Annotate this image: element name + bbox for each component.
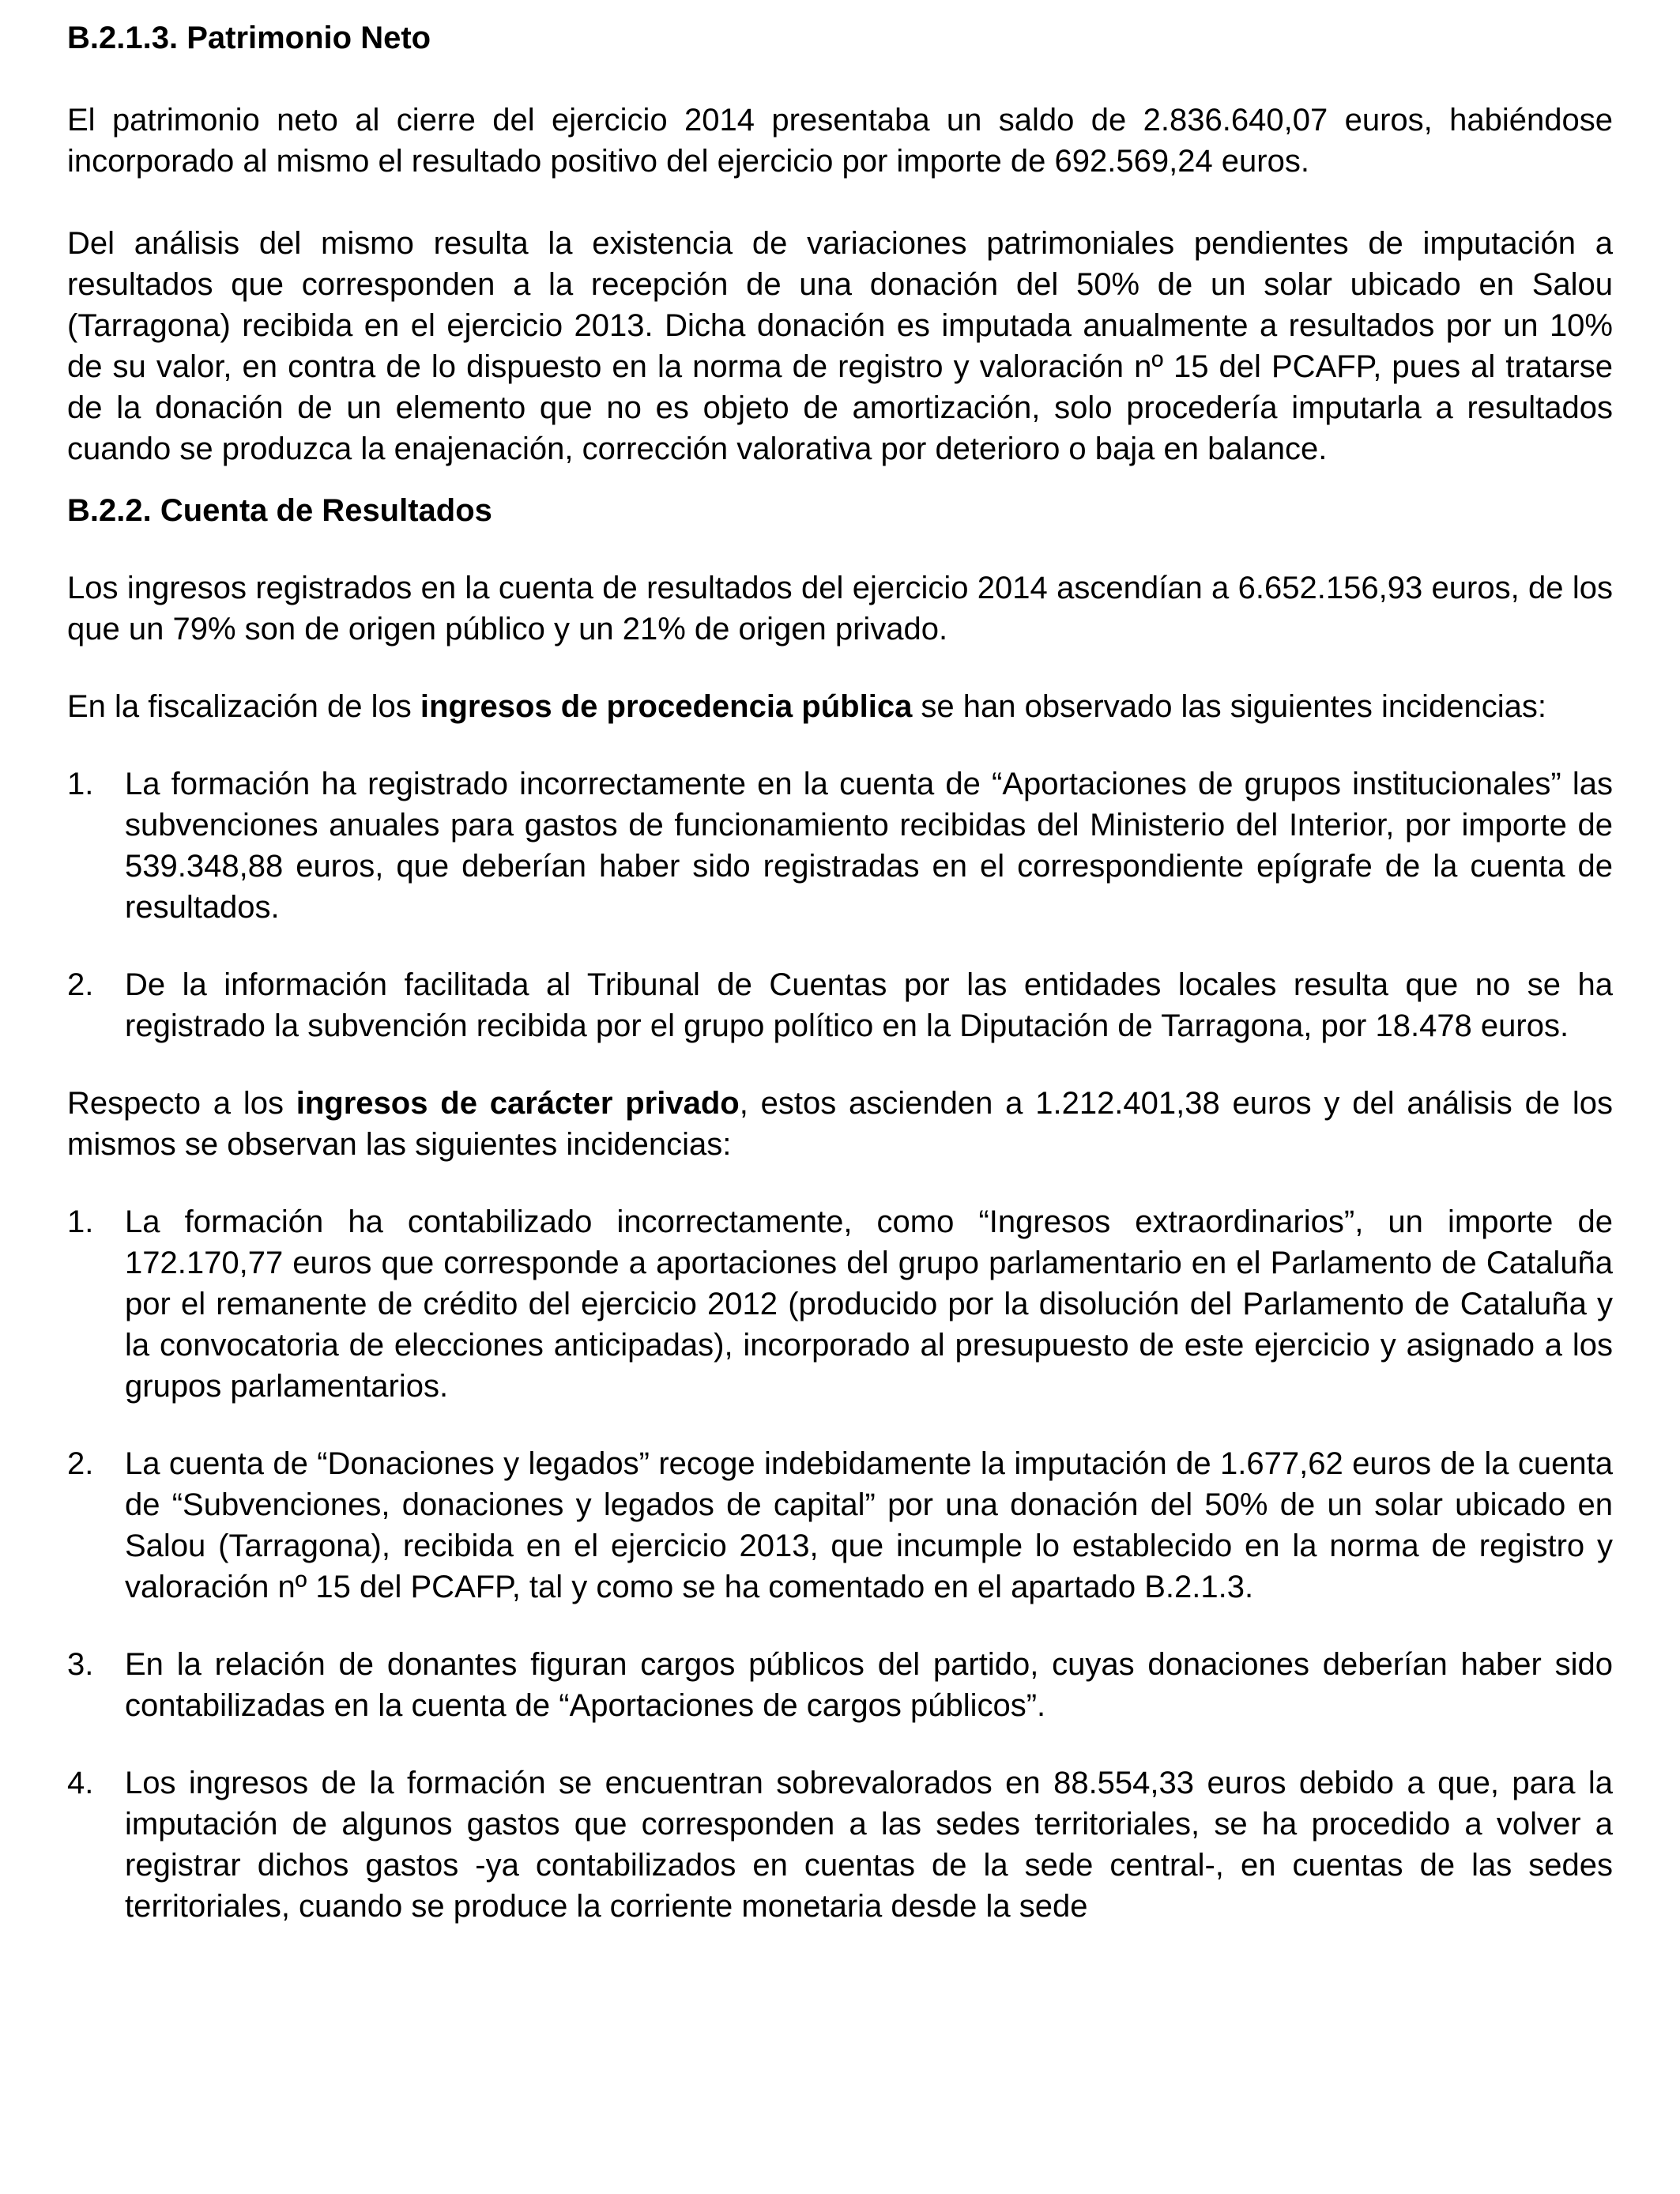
intro-text-bold: ingresos de carácter privado [296,1086,740,1121]
section-heading-cuenta-resultados: B.2.2. Cuenta de Resultados [67,493,492,528]
list-item-text: En la relación de donantes figuran cargos públicos del partido, cuyas donaciones deberían haber sido contabilizadas en la cuenta de “Aportaciones de cargos públicos”. [125,1647,1613,1723]
list-item [67,1762,1613,1927]
intro-text-bold: ingresos de procedencia pública [420,689,913,724]
paragraph-ingresos-registrados: Los ingresos registrados en la cuenta de resultados del ejercicio 2014 ascendían a 6.652.156,93 euros, de los que un 79% son de origen público y un 21% de origen privado. [67,571,1613,647]
intro-text-start: Respecto a los [67,1086,296,1121]
list-item-text: La cuenta de “Donaciones y legados” recoge indebidamente la imputación de 1.677,62 euros de la cuenta de “Subvenciones, donaciones y legados de capital” por una donación del 50% de un solar ubicado en Salou (Tarragona), recibida en el ejercicio 2013, que incumple lo establecido en la norma de registro y valoración nº 15 del PCAFP, tal y como se ha comentado en el apartado B.2.1.3. [125,1446,1613,1604]
list-item-number: 1. [67,1204,94,1239]
list-item-text: Los ingresos de la formación se encuentran sobrevalorados en 88.554,33 euros debido a que, para la imputación de algunos gastos que corresponden a las sedes territoriales, se ha procedido a volver a registrar dichos gastos -ya contabilizados en cuentas de la sede central-, en cuentas de las sedes territoriales, cuando se produce la corriente monetaria desde la sede [125,1766,1613,1924]
list-item-number: 1. [67,767,94,801]
private-incidents-list [67,1201,1613,1927]
paragraph-ingresos-publicos-intro [67,686,1613,727]
list-item-number: 2. [67,967,94,1002]
list-item [67,1201,1613,1407]
list-item-text: La formación ha registrado incorrectamente en la cuenta de “Aportaciones de grupos institucionales” las subvenciones anuales para gastos de funcionamiento recibidas del Ministerio del Interior, por importe de 539.348,88 euros, que deberían haber sido registradas en el correspondiente epígrafe de la cuenta de resultados. [125,767,1613,925]
intro-text-start: En la fiscalización de los [67,689,420,724]
section-heading-patrimonio-neto: B.2.1.3. Patrimonio Neto [67,21,431,55]
public-incidents-list [67,763,1613,1046]
list-item-text: De la información facilitada al Tribunal de Cuentas por las entidades locales resulta que no se ha registrado la subvención recibida por el grupo político en la Diputación de Tarragona, por 18.478 euros. [125,967,1613,1043]
list-item-number: 2. [67,1446,94,1481]
intro-text-end: , estos ascienden a 1.212.401,38 euros y del análisis de los mismos se observan las siguientes incidencias: [67,1086,1613,1162]
list-item [67,1443,1613,1608]
intro-text-end: se han observado las siguientes incidencias: [912,689,1547,724]
paragraph-ingresos-privados-intro [67,1083,1613,1165]
list-item-number: 4. [67,1766,94,1800]
list-item [67,1644,1613,1726]
list-item-text: La formación ha contabilizado incorrectamente, como “Ingresos extraordinarios”, un importe de 172.170,77 euros que corresponde a aportaciones del grupo parlamentario en el Parlamento de Cataluña por el remanente de crédito del ejercicio 2012 (producido por la disolución del Parlamento de Cataluña y la convocatoria de elecciones anticipadas), incorporado al presupuesto de este ejercicio y asignado a los grupos parlamentarios. [125,1204,1613,1404]
paragraph-variaciones-patrimoniales: Del análisis del mismo resulta la existencia de variaciones patrimoniales pendientes de imputación a resultados que corresponden a la recepción de una donación del 50% de un solar ubicado en Salou (Tarragona) recibida en el ejercicio 2013. Dicha donación es imputada anualmente a resultados por un 10% de su valor, en contra de lo dispuesto en la norma de registro y valoración nº 15 del PCAFP, pues al tratarse de la donación de un elemento que no es objeto de amortización, solo procedería imputarla a resultados cuando se produzca la enajenación, corrección valorativa por deterioro o baja en balance. [67,226,1613,466]
list-item-number: 3. [67,1647,94,1682]
list-item [67,763,1613,928]
list-item [67,964,1613,1046]
paragraph-patrimonio-saldo: El patrimonio neto al cierre del ejercicio 2014 presentaba un saldo de 2.836.640,07 euros, habiéndose incorporado al mismo el resultado positivo del ejercicio por importe de 692.569,24 euros. [67,103,1613,179]
document-page [67,17,1613,1927]
